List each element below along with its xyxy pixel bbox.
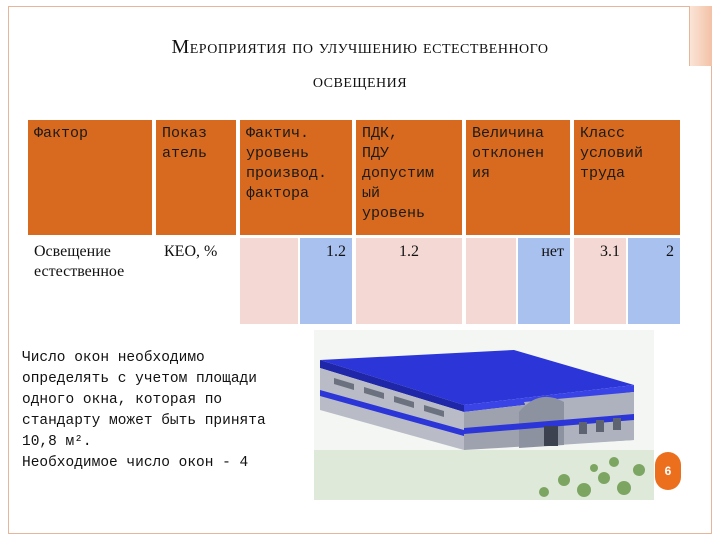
note-line-4: стандарту может быть принята	[22, 413, 266, 429]
cell-class-extra	[628, 238, 680, 324]
header-permissible	[356, 120, 462, 235]
header-deviation	[466, 120, 570, 235]
header-deviation-text: Величина отклонен ия	[472, 125, 545, 182]
header-actual	[240, 120, 352, 235]
slide-frame-right	[711, 6, 712, 534]
header-class-text: Класс условий труда	[580, 125, 644, 182]
building-drawing	[314, 330, 654, 500]
corner-decoration	[689, 6, 712, 66]
header-class	[574, 120, 680, 235]
cell-class	[574, 238, 626, 324]
note-line-2: определять с учетом площади	[22, 371, 257, 387]
window-count-note	[22, 348, 307, 474]
header-permissible-text: ПДК, ПДУ допустим ый уровень	[362, 125, 435, 222]
header-factor-text: Фактор	[34, 125, 89, 142]
note-line-6: Необходимое число окон - 4	[22, 455, 249, 471]
header-indicator	[156, 120, 236, 235]
cell-class-text: 3.1	[600, 243, 620, 260]
building-illustration	[314, 330, 654, 500]
cell-deviation-spacer	[466, 238, 516, 324]
cell-indicator	[156, 238, 236, 324]
note-line-1: Число окон необходимо	[22, 350, 205, 366]
cell-actual	[300, 238, 352, 324]
cell-factor	[28, 238, 152, 324]
header-indicator-text: Показ атель	[162, 125, 208, 162]
cell-factor-text: Освещение естественное	[34, 243, 125, 280]
slide-frame-left	[8, 6, 9, 534]
page-number: 6	[664, 464, 672, 478]
cell-deviation-text: нет	[541, 243, 564, 260]
note-line-5: 10,8 м².	[22, 434, 92, 450]
slide-title	[40, 30, 680, 98]
title-line-2: освещения	[312, 70, 408, 92]
title-line-1: Мероприятия по улучшению естественного	[171, 36, 549, 58]
cell-permissible-text: 1.2	[399, 243, 419, 260]
slide-frame-bottom	[8, 533, 712, 534]
cell-class-extra-text: 2	[666, 243, 674, 260]
cell-deviation	[518, 238, 570, 324]
cell-actual-text: 1.2	[326, 243, 346, 260]
header-actual-text: Фактич. уровень производ. фактора	[246, 125, 328, 202]
cell-permissible	[356, 238, 462, 324]
slide-frame-top	[8, 6, 712, 7]
page-number-badge	[655, 452, 681, 490]
cell-indicator-text: КЕО, %	[164, 243, 218, 260]
header-factor	[28, 120, 152, 235]
note-line-3: одного окна, которая по	[22, 392, 223, 408]
cell-actual-spacer	[240, 238, 298, 324]
